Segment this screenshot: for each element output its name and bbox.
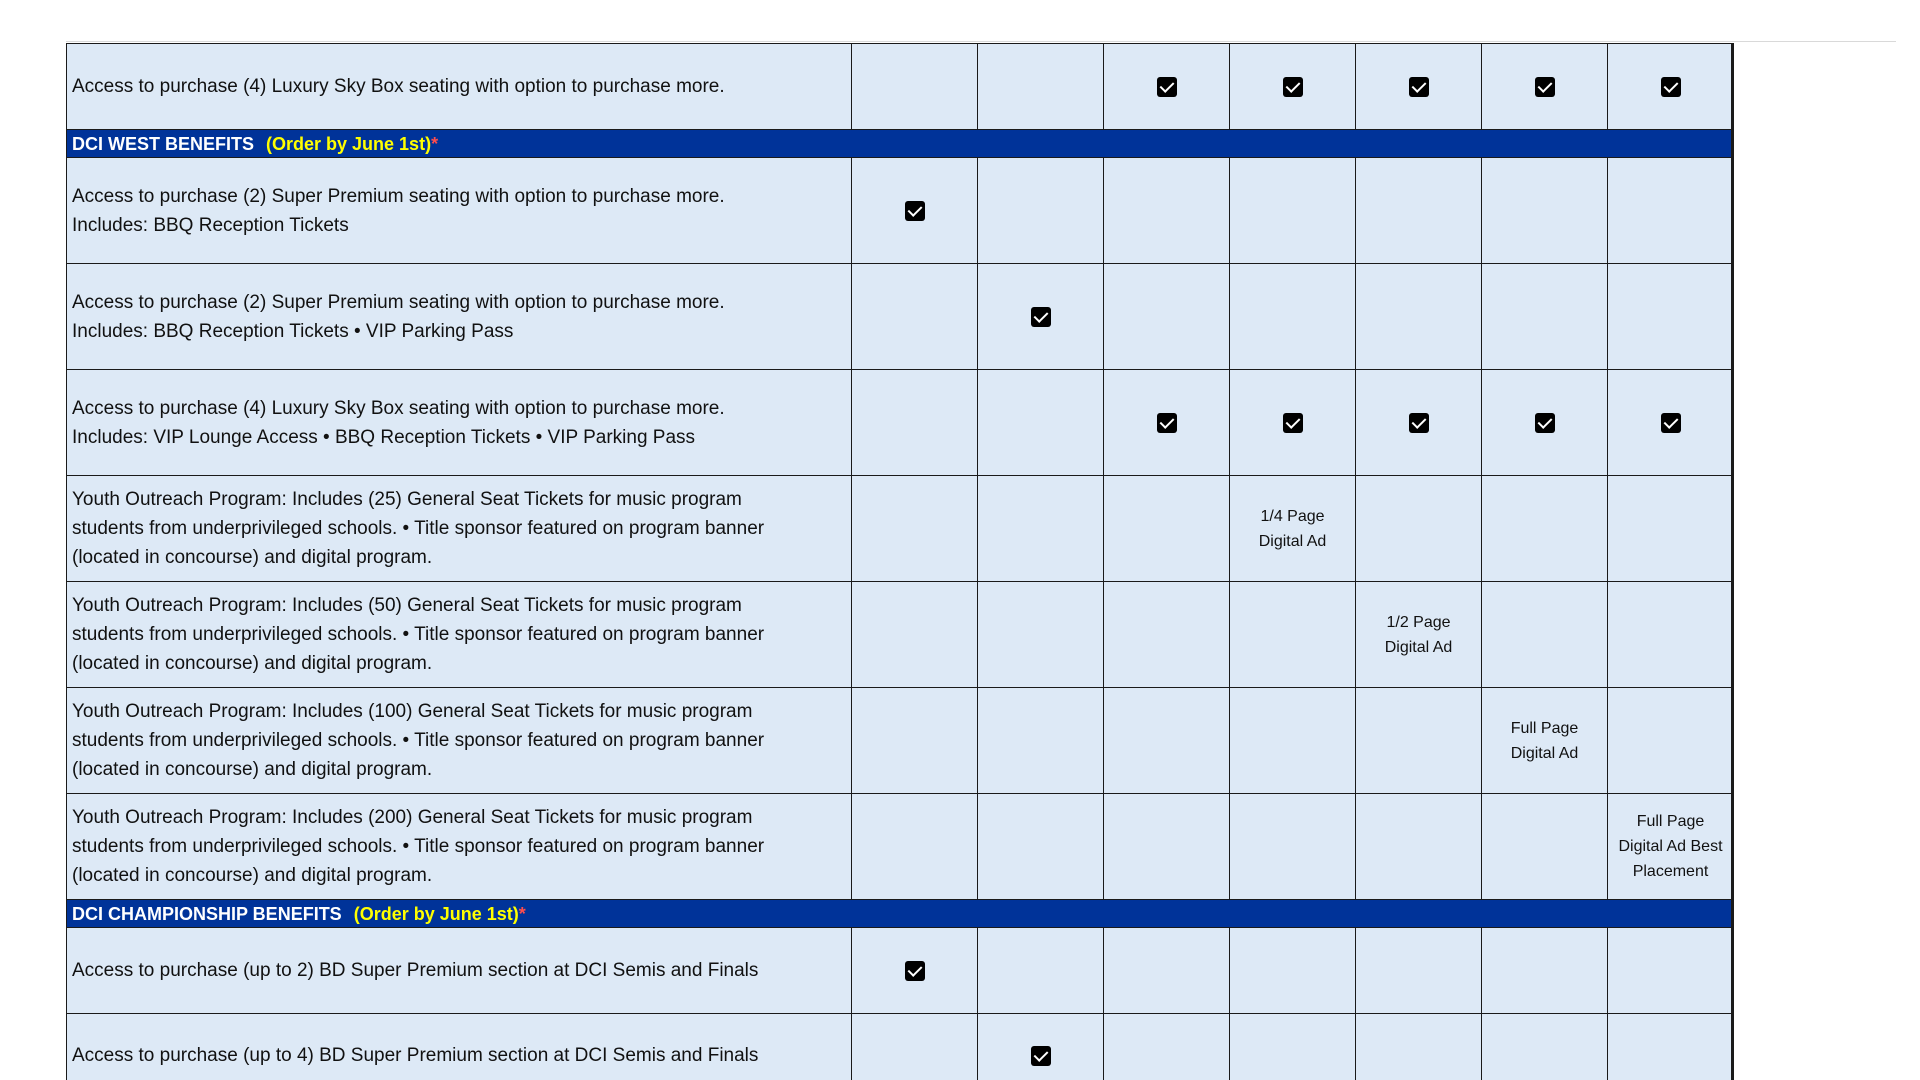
tier-cell[interactable] <box>1482 1014 1608 1080</box>
tier-cell[interactable] <box>978 794 1104 900</box>
section-asterisk: * <box>431 133 439 154</box>
tier-cell[interactable] <box>1230 582 1356 688</box>
benefit-description[interactable]: Access to purchase (4) Luxury Sky Box seating with option to purchase more. Includes: VIP Lounge Access • BBQ Reception Tickets • VIP Parking Pass <box>67 370 852 476</box>
checked-checkbox-icon <box>1661 77 1681 97</box>
checked-checkbox-icon <box>905 961 925 981</box>
tier-cell[interactable] <box>1608 44 1734 130</box>
tier-cell[interactable] <box>1608 794 1734 900</box>
checked-checkbox-icon <box>1157 413 1177 433</box>
tier-cell[interactable] <box>1104 582 1230 688</box>
benefit-description[interactable]: Access to purchase (4) Luxury Sky Box seating with option to purchase more. <box>67 44 852 130</box>
section-header-championship <box>67 900 1734 928</box>
tier-cell[interactable] <box>1608 476 1734 582</box>
tier-cell[interactable] <box>978 476 1104 582</box>
tier-cell[interactable] <box>1230 264 1356 370</box>
tier-cell[interactable] <box>1608 928 1734 1014</box>
tier-cell[interactable] <box>978 370 1104 476</box>
checked-checkbox-icon <box>1031 1046 1051 1066</box>
table-row <box>67 582 1734 688</box>
tier-cell[interactable] <box>1482 158 1608 264</box>
table-row <box>67 476 1734 582</box>
tier-cell[interactable] <box>1230 44 1356 130</box>
section-title-cell[interactable] <box>67 130 1734 158</box>
section-asterisk: * <box>518 903 526 924</box>
tier-cell[interactable] <box>852 688 978 794</box>
checked-checkbox-icon <box>1661 413 1681 433</box>
table-row <box>67 370 1734 476</box>
ad-size-label: Full Page Digital Ad Best Placement <box>1618 813 1723 880</box>
tier-cell[interactable] <box>1482 264 1608 370</box>
tier-cell[interactable] <box>1104 928 1230 1014</box>
tier-cell[interactable] <box>1356 688 1482 794</box>
tier-cell[interactable] <box>1482 582 1608 688</box>
tier-cell[interactable] <box>1230 794 1356 900</box>
tier-cell[interactable] <box>1104 44 1230 130</box>
tier-cell[interactable] <box>1608 158 1734 264</box>
table-row <box>67 794 1734 900</box>
tier-cell[interactable] <box>1230 370 1356 476</box>
tier-cell[interactable] <box>1230 688 1356 794</box>
tier-cell[interactable] <box>1482 928 1608 1014</box>
tier-cell[interactable] <box>852 264 978 370</box>
tier-cell[interactable] <box>1356 928 1482 1014</box>
benefit-description[interactable]: Youth Outreach Program: Includes (200) General Seat Tickets for music program students from underprivileged schools. • Title sponsor featured on program banner (located in concourse) and digital program. <box>67 794 852 900</box>
table-row <box>67 928 1734 1014</box>
tier-cell[interactable] <box>978 688 1104 794</box>
tier-cell[interactable] <box>978 582 1104 688</box>
tier-cell[interactable] <box>852 1014 978 1080</box>
tier-cell[interactable] <box>1356 582 1482 688</box>
tier-cell[interactable] <box>1608 688 1734 794</box>
tier-cell[interactable] <box>978 44 1104 130</box>
tier-cell[interactable] <box>1608 264 1734 370</box>
checked-checkbox-icon <box>1031 307 1051 327</box>
tier-cell[interactable] <box>1104 794 1230 900</box>
tier-cell[interactable] <box>978 1014 1104 1080</box>
tier-cell[interactable] <box>1482 688 1608 794</box>
tier-cell[interactable] <box>852 928 978 1014</box>
tier-cell[interactable] <box>1230 1014 1356 1080</box>
tier-cell[interactable] <box>1482 44 1608 130</box>
tier-cell[interactable] <box>978 928 1104 1014</box>
tier-cell[interactable] <box>1482 476 1608 582</box>
benefit-description[interactable]: Access to purchase (2) Super Premium seating with option to purchase more. Includes: BBQ Reception Tickets <box>67 158 852 264</box>
tier-cell[interactable] <box>852 370 978 476</box>
tier-cell[interactable] <box>852 158 978 264</box>
tier-cell[interactable] <box>1104 370 1230 476</box>
checked-checkbox-icon <box>1283 413 1303 433</box>
tier-cell[interactable] <box>1608 1014 1734 1080</box>
benefit-description[interactable]: Youth Outreach Program: Includes (25) General Seat Tickets for music program students from underprivileged schools. • Title sponsor featured on program banner (located in concourse) and digital program. <box>67 476 852 582</box>
table-row <box>67 44 1734 130</box>
benefit-description[interactable]: Access to purchase (up to 2) BD Super Premium section at DCI Semis and Finals <box>67 928 852 1014</box>
benefit-description[interactable]: Youth Outreach Program: Includes (100) General Seat Tickets for music program students from underprivileged schools. • Title sponsor featured on program banner (located in concourse) and digital program. <box>67 688 852 794</box>
tier-cell[interactable] <box>852 582 978 688</box>
tier-cell[interactable] <box>1104 158 1230 264</box>
table-row <box>67 1014 1734 1080</box>
tier-cell[interactable] <box>1104 476 1230 582</box>
ad-size-label: Full Page Digital Ad <box>1510 719 1579 762</box>
tier-cell[interactable] <box>1356 794 1482 900</box>
section-order-note: (Order by June 1st) <box>353 903 519 924</box>
tier-cell[interactable] <box>1482 794 1608 900</box>
section-order-note: (Order by June 1st) <box>266 133 432 154</box>
tier-cell[interactable] <box>1356 264 1482 370</box>
tier-cell[interactable] <box>1608 370 1734 476</box>
section-title-cell[interactable] <box>67 900 1734 928</box>
tier-cell[interactable] <box>1356 158 1482 264</box>
tier-cell[interactable] <box>1104 688 1230 794</box>
table-row <box>67 688 1734 794</box>
benefits-table <box>66 43 1734 1080</box>
tier-cell[interactable] <box>1356 476 1482 582</box>
ad-size-label: 1/4 Page Digital Ad <box>1258 507 1327 550</box>
checked-checkbox-icon <box>1535 413 1555 433</box>
section-title: DCI WEST BENEFITS <box>72 133 255 154</box>
ad-size-label: 1/2 Page Digital Ad <box>1384 613 1453 656</box>
checked-checkbox-icon <box>905 201 925 221</box>
section-title: DCI CHAMPIONSHIP BENEFITS <box>72 903 342 924</box>
tier-cell[interactable] <box>852 794 978 900</box>
tier-cell[interactable] <box>1230 928 1356 1014</box>
section-header-west <box>67 130 1734 158</box>
tier-cell[interactable] <box>1104 1014 1230 1080</box>
tier-cell[interactable] <box>1356 370 1482 476</box>
benefit-description[interactable]: Access to purchase (2) Super Premium seating with option to purchase more. Includes: BBQ Reception Tickets • VIP Parking Pass <box>67 264 852 370</box>
checked-checkbox-icon <box>1409 413 1429 433</box>
header-divider <box>66 41 1896 42</box>
tier-cell[interactable] <box>1230 476 1356 582</box>
checked-checkbox-icon <box>1283 77 1303 97</box>
checked-checkbox-icon <box>1535 77 1555 97</box>
tier-cell[interactable] <box>1482 370 1608 476</box>
tier-cell[interactable] <box>852 476 978 582</box>
tier-cell[interactable] <box>1230 158 1356 264</box>
table-row <box>67 158 1734 264</box>
tier-cell[interactable] <box>1104 264 1230 370</box>
checked-checkbox-icon <box>1409 77 1429 97</box>
tier-cell[interactable] <box>1608 582 1734 688</box>
checked-checkbox-icon <box>1157 77 1177 97</box>
tier-cell[interactable] <box>978 158 1104 264</box>
table-row <box>67 264 1734 370</box>
benefit-description[interactable]: Access to purchase (up to 4) BD Super Premium section at DCI Semis and Finals <box>67 1014 852 1080</box>
benefit-description[interactable]: Youth Outreach Program: Includes (50) General Seat Tickets for music program students from underprivileged schools. • Title sponsor featured on program banner (located in concourse) and digital program. <box>67 582 852 688</box>
tier-cell[interactable] <box>1356 1014 1482 1080</box>
tier-cell[interactable] <box>978 264 1104 370</box>
tier-cell[interactable] <box>852 44 978 130</box>
table-right-border <box>1731 43 1733 1080</box>
tier-cell[interactable] <box>1356 44 1482 130</box>
